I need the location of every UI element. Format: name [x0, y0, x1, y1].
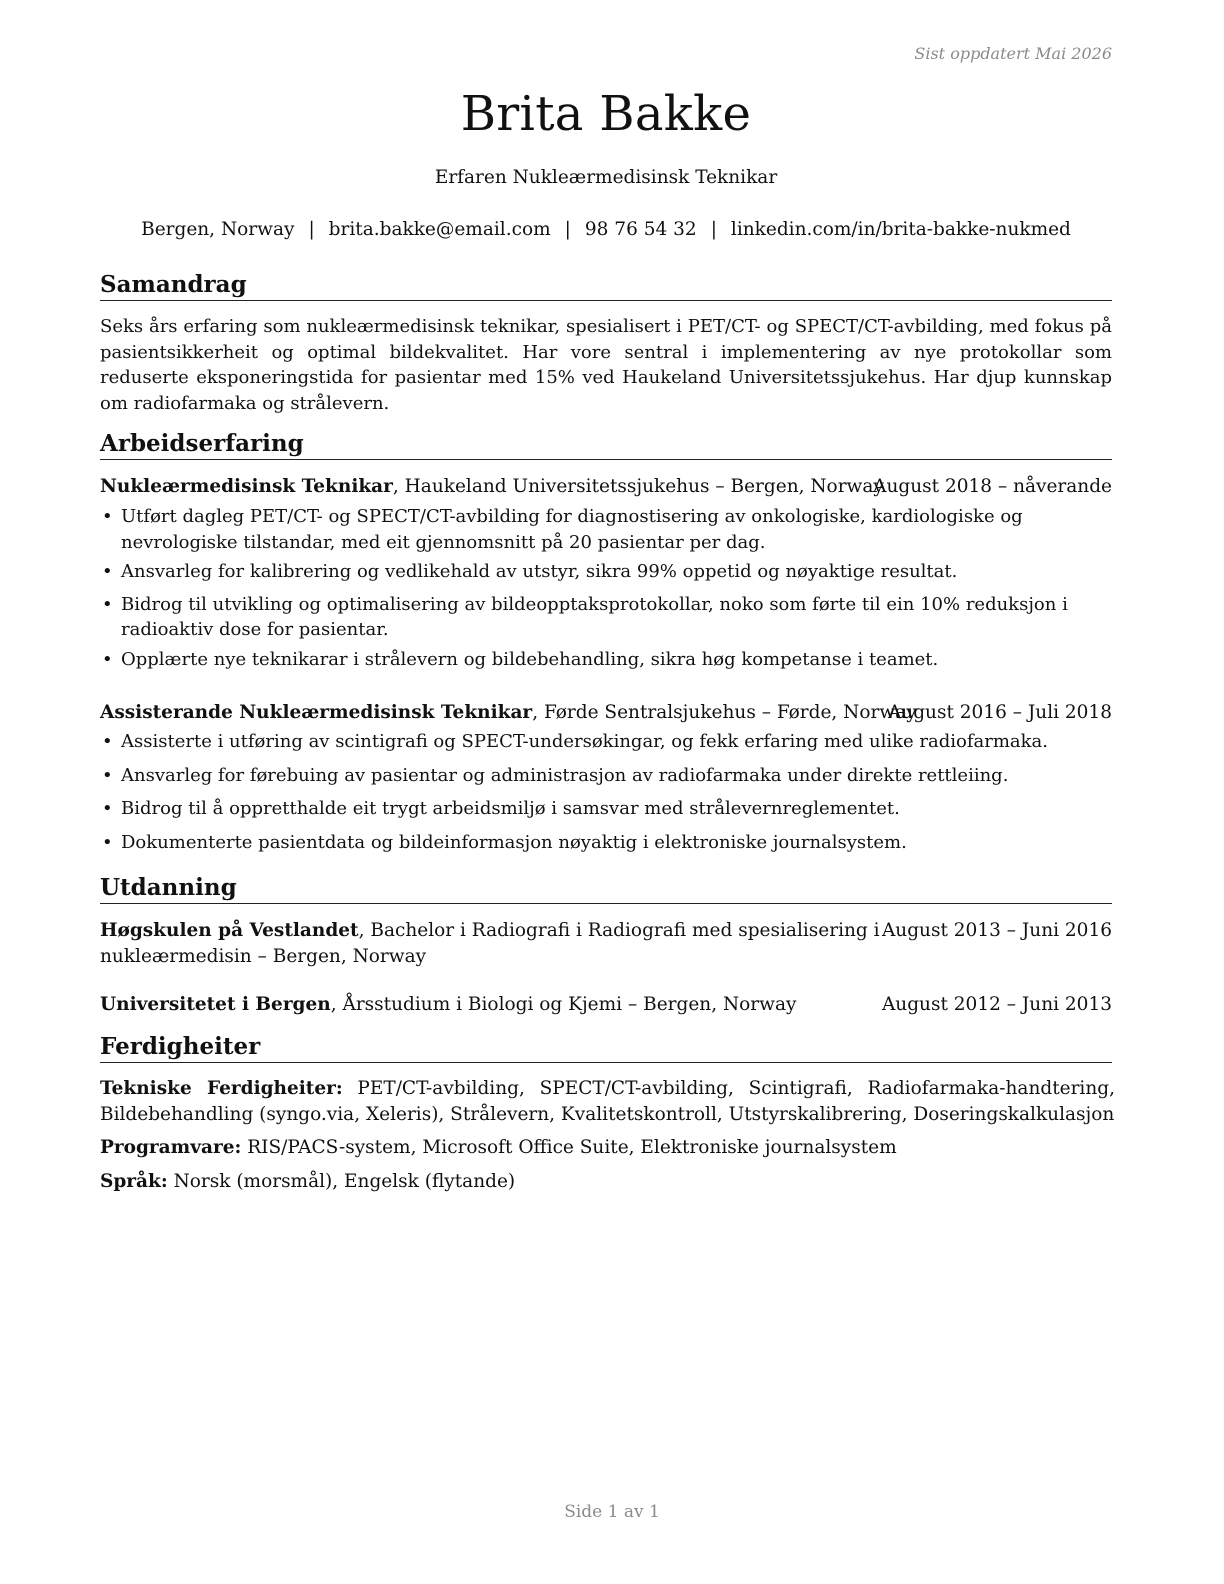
education-detail: , Bachelor i Radiografi i Radiografi med spesialisering i nukleærmedisin – Bergen, Norway	[100, 920, 880, 967]
job-bullet: • Ansvarleg for førebuing av pasientar og administrasjon av radiofarmaka under direkte rettleiing.	[100, 763, 1112, 789]
skill-text: RIS/PACS-system, Microsoft Office Suite, Elektroniske journalsystem	[241, 1137, 897, 1158]
contact-location: Bergen, Norway	[141, 219, 295, 240]
contact-separator: |	[308, 219, 315, 240]
contact-linkedin[interactable]: linkedin.com/in/brita-bakke-nukmed	[730, 219, 1071, 240]
job-bullet: • Opplærte nye teknikarar i strålevern og bildebehandling, sikra høg kompetanse i teamet.	[100, 647, 1108, 673]
contact-line	[100, 219, 1112, 240]
skill-group	[100, 1135, 1115, 1161]
job-bullet: • Ansvarleg for kalibrering og vedlikehald av utstyr, sikra 99% oppetid og nøyaktige resultat.	[100, 559, 1108, 585]
job-header	[100, 474, 1112, 500]
job-bullet: • Assisterte i utføring av scintigrafi og SPECT-undersøkingar, og fekk erfaring med ulike radiofarmaka.	[100, 729, 1112, 755]
page-number: Side 1 av 1	[564, 1502, 660, 1522]
job-dates: August 2018 – nåverande	[873, 476, 1112, 497]
section-title-skills: Ferdigheiter	[100, 1033, 1112, 1063]
skill-group	[100, 1076, 1115, 1127]
headline: Erfaren Nukleærmedisinsk Teknikar	[434, 167, 778, 188]
skill-label: Språk:	[100, 1171, 168, 1192]
skill-text: Norsk (morsmål), Engelsk (flytande)	[167, 1171, 516, 1192]
section-title-experience: Arbeidserfaring	[100, 430, 1112, 460]
education-dates: August 2012 – Juni 2013	[881, 994, 1112, 1015]
job-org: , Haukeland Universitetssjukehus – Bergen, Norway	[392, 476, 884, 497]
resume-page	[100, 0, 1115, 1584]
job-bullets	[100, 729, 1112, 855]
summary-text: Seks års erfaring som nukleærmedisinsk teknikar, spesialisert i PET/CT- og SPECT/CT-avbilding, med fokus på pasientsikkerheit og optimal bildekvalitet. Har vore sentral i implementering av nye protokollar som reduserte eksponeringstida for pasientar med 15% ved Haukeland Universitetssjukehus. Har djup kunnskap om radiofarmaka og strålevern.	[100, 316, 1112, 414]
contact-phone: 98 76 54 32	[584, 219, 697, 240]
education-item	[100, 918, 1112, 969]
contact-separator: |	[710, 219, 717, 240]
job-bullet: • Dokumenterte pasientdata og bildeinformasjon nøyaktig i elektroniske journalsystem.	[100, 830, 1112, 856]
job-dates: August 2016 – Juli 2018	[887, 702, 1112, 723]
section-title-education: Utdanning	[100, 874, 1112, 904]
candidate-name: Brita Bakke	[460, 86, 752, 142]
job-bullets	[100, 504, 1108, 672]
skill-label: Programvare:	[100, 1137, 242, 1158]
job-org: , Førde Sentralsjukehus – Førde, Norway	[532, 702, 917, 723]
contact-separator: |	[564, 219, 571, 240]
job-bullet: • Bidrog til utvikling og optimalisering av bildeopptaksprotokollar, noko som førte til ein 10% reduksjon i radioaktiv dose for pasientar.	[100, 592, 1108, 643]
job-title: Assisterande Nukleærmedisinsk Teknikar	[100, 702, 533, 723]
job-title: Nukleærmedisinsk Teknikar	[100, 476, 393, 497]
education-item	[100, 992, 1112, 1018]
education-detail: , Årsstudium i Biologi og Kjemi – Bergen, Norway	[330, 994, 797, 1015]
job-bullet: • Utført dagleg PET/CT- og SPECT/CT-avbilding for diagnostisering av onkologiske, kardiologiske og nevrologiske tilstandar, med eit gjennomsnitt på 20 pasientar per dag.	[100, 504, 1108, 555]
contact-email[interactable]: brita.bakke@email.com	[328, 219, 551, 240]
skill-group	[100, 1169, 1115, 1195]
skill-text: PET/CT-avbilding, SPECT/CT-avbilding, Scintigrafi, Radiofarmaka-handtering, Bildebehandling (syngo.via, Xeleris), Strålevern, Kvalitetskontroll, Utstyrskalibrering, Doseringskalkulasjon	[100, 1078, 1115, 1125]
last-updated: Sist oppdatert Mai 2026	[914, 44, 1112, 63]
education-dates: August 2013 – Juni 2016	[881, 920, 1112, 941]
job-header	[100, 700, 1112, 726]
education-school: Høgskulen på Vestlandet	[100, 920, 359, 941]
skill-label: Tekniske Ferdigheiter:	[100, 1078, 343, 1099]
job-bullet: • Bidrog til å oppretthalde eit trygt arbeidsmiljø i samsvar med strålevernreglementet.	[100, 796, 1112, 822]
education-school: Universitetet i Bergen	[100, 994, 331, 1015]
section-title-summary: Samandrag	[100, 271, 1112, 301]
